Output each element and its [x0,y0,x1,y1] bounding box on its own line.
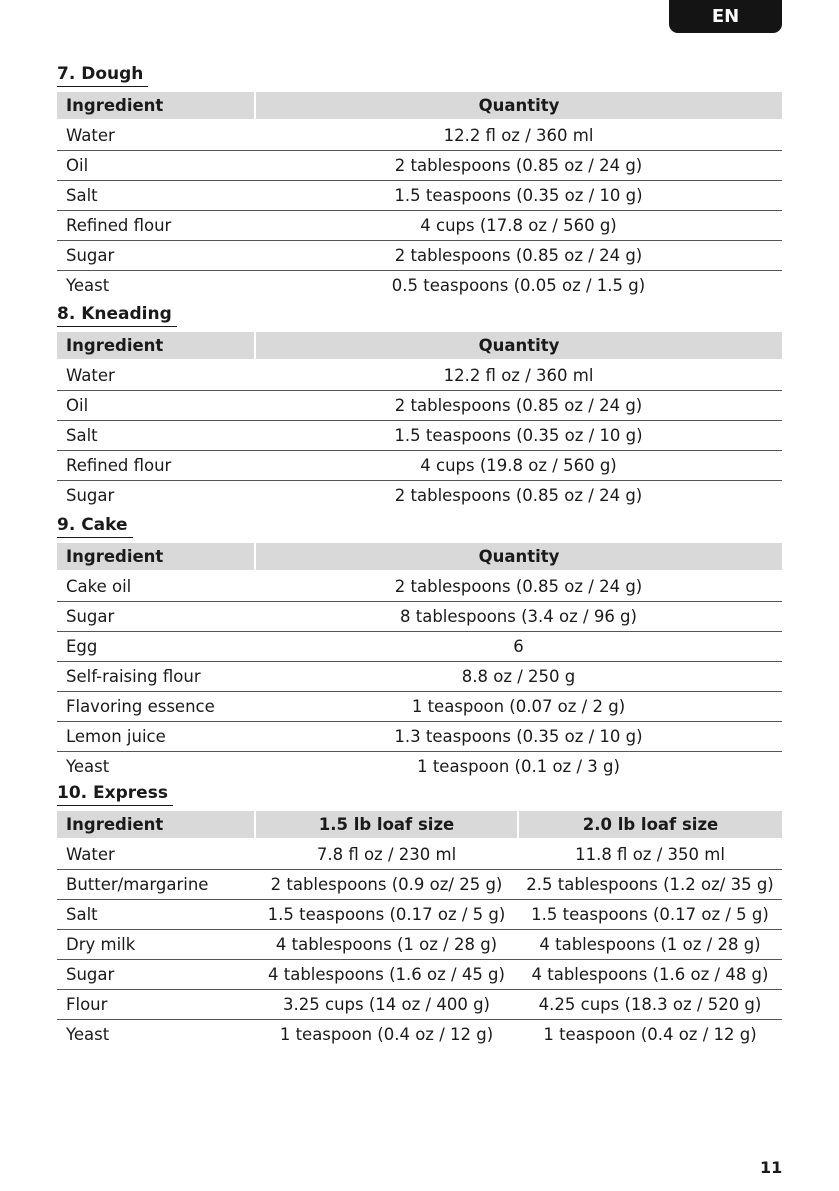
quantity-cell: 12.2 fl oz / 360 ml [255,120,782,151]
section-dough [57,63,782,300]
table-row [57,990,782,1020]
quantity-cell: 6 [255,632,782,662]
quantity-cell: 2 tablespoons (0.85 oz / 24 g) [255,151,782,181]
table-row [57,481,782,511]
quantity-cell: 4 cups (17.8 oz / 560 g) [255,211,782,241]
column-header-quantity: Quantity [255,332,782,360]
column-header-quantity: 1.5 lb loaf size [255,811,518,839]
table-row [57,839,782,870]
quantity-cell: 1 teaspoon (0.1 oz / 3 g) [417,757,620,776]
quantity-cell: 2 tablespoons (0.85 oz / 24 g) [255,571,782,602]
page-number: 11 [760,1158,783,1177]
quantity-cell: 11.8 fl oz / 350 ml [518,839,782,870]
ingredient-cell: Refined flour [57,451,255,481]
quantity-cell: 1 teaspoon (0.07 oz / 2 g) [255,692,782,722]
ingredient-cell: Water [57,360,255,391]
ingredient-cell: Yeast [66,276,110,295]
ingredient-cell: Oil [57,151,255,181]
ingredient-cell: Butter/margarine [57,870,255,900]
section-title: 7. Dough [57,63,148,87]
table-row [57,451,782,481]
ingredient-table [57,811,782,1049]
table-row [57,211,782,241]
ingredient-cell: Flour [57,990,255,1020]
table-header-row [57,92,782,120]
table-row [57,571,782,602]
ingredient-cell: Self-raising flour [57,662,255,692]
ingredient-cell: Sugar [66,486,115,505]
quantity-cell: 4 tablespoons (1 oz / 28 g) [255,930,518,960]
quantity-cell: 1.3 teaspoons (0.35 oz / 10 g) [255,722,782,752]
section-cake [57,514,782,781]
language-tab: EN [669,0,782,33]
column-header-ingredient: Ingredient [57,811,255,839]
table-row [57,960,782,990]
quantity-cell: 1.5 teaspoons (0.35 oz / 10 g) [255,181,782,211]
ingredient-cell: Sugar [57,960,255,990]
ingredient-cell: Yeast [66,1025,110,1044]
quantity-cell: 1 teaspoon (0.4 oz / 12 g) [543,1025,757,1044]
column-header-ingredient: Ingredient [57,543,255,571]
quantity-cell: 1.5 teaspoons (0.17 oz / 5 g) [255,900,518,930]
table-row [57,722,782,752]
quantity-cell: 2 tablespoons (0.85 oz / 24 g) [394,486,643,505]
quantity-cell: 4 tablespoons (1 oz / 28 g) [518,930,782,960]
ingredient-cell: Lemon juice [57,722,255,752]
quantity-cell: 3.25 cups (14 oz / 400 g) [255,990,518,1020]
column-header-quantity: Quantity [255,92,782,120]
ingredient-cell: Egg [57,632,255,662]
ingredient-cell: Water [57,839,255,870]
section-kneading [57,303,782,510]
column-header-ingredient: Ingredient [57,92,255,120]
section-express [57,782,782,1049]
quantity-cell: 2 tablespoons (0.85 oz / 24 g) [255,241,782,271]
quantity-cell: 1.5 teaspoons (0.17 oz / 5 g) [518,900,782,930]
table-row [57,662,782,692]
table-row [57,421,782,451]
ingredient-cell: Salt [57,421,255,451]
table-header-row [57,332,782,360]
section-title: 9. Cake [57,514,133,538]
table-row [57,602,782,632]
quantity-cell: 2 tablespoons (0.85 oz / 24 g) [255,391,782,421]
section-title: 10. Express [57,782,173,806]
table-row [57,360,782,391]
table-row [57,1020,782,1050]
quantity-cell: 8.8 oz / 250 g [255,662,782,692]
table-row [57,870,782,900]
table-row [57,391,782,421]
column-header-ingredient: Ingredient [57,332,255,360]
ingredient-cell: Yeast [66,757,110,776]
table-row [57,241,782,271]
column-header-quantity: 2.0 lb loaf size [518,811,782,839]
table-row [57,692,782,722]
ingredient-cell: Sugar [57,602,255,632]
ingredient-cell: Sugar [57,241,255,271]
table-row [57,271,782,301]
quantity-cell: 7.8 fl oz / 230 ml [255,839,518,870]
quantity-cell: 0.5 teaspoons (0.05 oz / 1.5 g) [391,276,646,295]
table-row [57,632,782,662]
table-row [57,752,782,782]
ingredient-cell: Water [57,120,255,151]
table-row [57,120,782,151]
ingredient-table [57,543,782,781]
ingredient-cell: Salt [57,181,255,211]
quantity-cell: 4 tablespoons (1.6 oz / 45 g) [255,960,518,990]
table-row [57,930,782,960]
ingredient-cell: Oil [57,391,255,421]
quantity-cell: 1.5 teaspoons (0.35 oz / 10 g) [255,421,782,451]
ingredient-table [57,332,782,510]
table-row [57,181,782,211]
ingredient-cell: Flavoring essence [57,692,255,722]
ingredient-cell: Cake oil [57,571,255,602]
table-row [57,900,782,930]
quantity-cell: 8 tablespoons (3.4 oz / 96 g) [255,602,782,632]
quantity-cell: 2.5 tablespoons (1.2 oz/ 35 g) [518,870,782,900]
ingredient-cell: Dry milk [57,930,255,960]
quantity-cell: 4.25 cups (18.3 oz / 520 g) [518,990,782,1020]
quantity-cell: 4 tablespoons (1.6 oz / 48 g) [518,960,782,990]
ingredient-cell: Salt [57,900,255,930]
quantity-cell: 1 teaspoon (0.4 oz / 12 g) [279,1025,494,1044]
table-header-row [57,543,782,571]
quantity-cell: 4 cups (19.8 oz / 560 g) [255,451,782,481]
quantity-cell: 12.2 fl oz / 360 ml [255,360,782,391]
ingredient-cell: Refined flour [57,211,255,241]
quantity-cell: 2 tablespoons (0.9 oz/ 25 g) [255,870,518,900]
table-header-row [57,811,782,839]
section-title: 8. Kneading [57,303,177,327]
table-row [57,151,782,181]
ingredient-table [57,92,782,300]
column-header-quantity: Quantity [255,543,782,571]
